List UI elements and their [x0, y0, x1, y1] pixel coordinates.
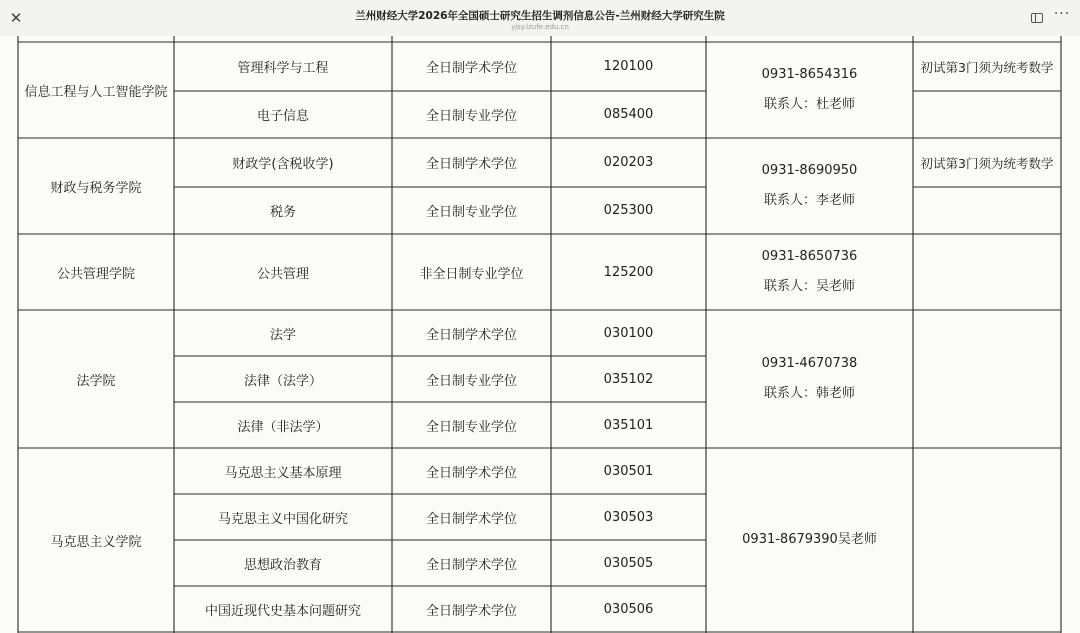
contact-cell: [706, 60, 913, 120]
major-code-cell: 030506: [603, 601, 654, 617]
page-title: 兰州财经大学2026年全国硕士研究生招生调剂信息公告-兰州财经大学研究生院: [355, 10, 725, 22]
major-code-cell: 030503: [603, 509, 654, 525]
major-cell: 马克思主义中国化研究: [217, 511, 348, 527]
close-icon[interactable]: ✕: [9, 9, 23, 27]
contact-cell: [706, 242, 913, 302]
major-cell: 管理科学与工程: [237, 61, 329, 76]
remark-cell: 初试第3门须为统考数学: [920, 155, 1054, 171]
contact-person: 联系人：李老师: [763, 193, 855, 208]
degree-type-cell: 非全日制专业学位: [419, 266, 524, 282]
major-cell: 法律（法学）: [243, 373, 322, 389]
major-code-cell: 020203: [603, 155, 654, 170]
major-cell: 财政学(含税收学): [232, 157, 334, 172]
major-cell: 法学: [269, 327, 296, 343]
contact-cell: [706, 525, 913, 555]
contact-person: 联系人：吴老师: [763, 279, 855, 294]
remark-cell: 初试第3门须为统考数学: [920, 59, 1054, 75]
major-cell: 电子信息: [256, 109, 309, 124]
contact-phone: 0931-4670738: [761, 356, 858, 371]
major-cell: 法律（非法学）: [237, 419, 329, 435]
major-code-cell: 030505: [603, 555, 654, 571]
degree-type-cell: 全日制学术学位: [425, 61, 517, 76]
major-code-cell: 035101: [603, 417, 654, 433]
degree-type-cell: 全日制学术学位: [425, 603, 517, 619]
major-code-cell: 030501: [603, 463, 654, 479]
major-cell: 马克思主义基本原理: [224, 465, 342, 481]
degree-type-cell: 全日制专业学位: [425, 109, 517, 124]
degree-type-cell: 全日制学术学位: [425, 557, 517, 573]
degree-type-cell: 全日制学术学位: [425, 511, 517, 527]
major-code-cell: 120100: [603, 59, 654, 74]
degree-type-cell: 全日制专业学位: [425, 419, 517, 435]
more-icon[interactable]: ···: [1053, 6, 1071, 22]
degree-type-cell: 全日制专业学位: [425, 205, 517, 220]
major-code-cell: 030100: [603, 325, 654, 341]
degree-type-cell: 全日制学术学位: [425, 327, 517, 343]
college-cell: 财政与税务学院: [50, 180, 142, 196]
college-cell: 信息工程与人工智能学院: [24, 84, 168, 100]
college-cell: 公共管理学院: [56, 266, 135, 282]
major-cell: 公共管理: [256, 266, 309, 282]
contact-person: 联系人：韩老师: [763, 386, 855, 401]
college-cell: 法学院: [76, 373, 116, 389]
page-url: yjsy.lzufe.edu.cn: [511, 23, 569, 31]
major-cell: 税务: [269, 205, 296, 220]
contact-cell: [706, 156, 913, 216]
degree-type-cell: 全日制学术学位: [425, 465, 517, 481]
degree-type-cell: 全日制专业学位: [425, 373, 517, 389]
contact-phone: 0931-8690950: [761, 163, 858, 178]
degree-type-cell: 全日制学术学位: [425, 157, 517, 172]
major-code-cell: 085400: [603, 107, 654, 122]
major-cell: 思想政治教育: [243, 557, 322, 573]
contact-phone: 0931-8654316: [761, 67, 858, 82]
major-cell: 中国近现代史基本问题研究: [204, 603, 361, 619]
contact-phone: 0931-8679390吴老师: [742, 532, 877, 547]
college-cell: 马克思主义学院: [50, 534, 142, 550]
contact-person: 联系人：杜老师: [763, 97, 855, 112]
contact-cell: [706, 349, 913, 409]
major-code-cell: 025300: [603, 203, 654, 218]
major-code-cell: 125200: [603, 264, 654, 280]
major-code-cell: 035102: [603, 371, 654, 387]
contact-phone: 0931-8650736: [761, 249, 858, 264]
